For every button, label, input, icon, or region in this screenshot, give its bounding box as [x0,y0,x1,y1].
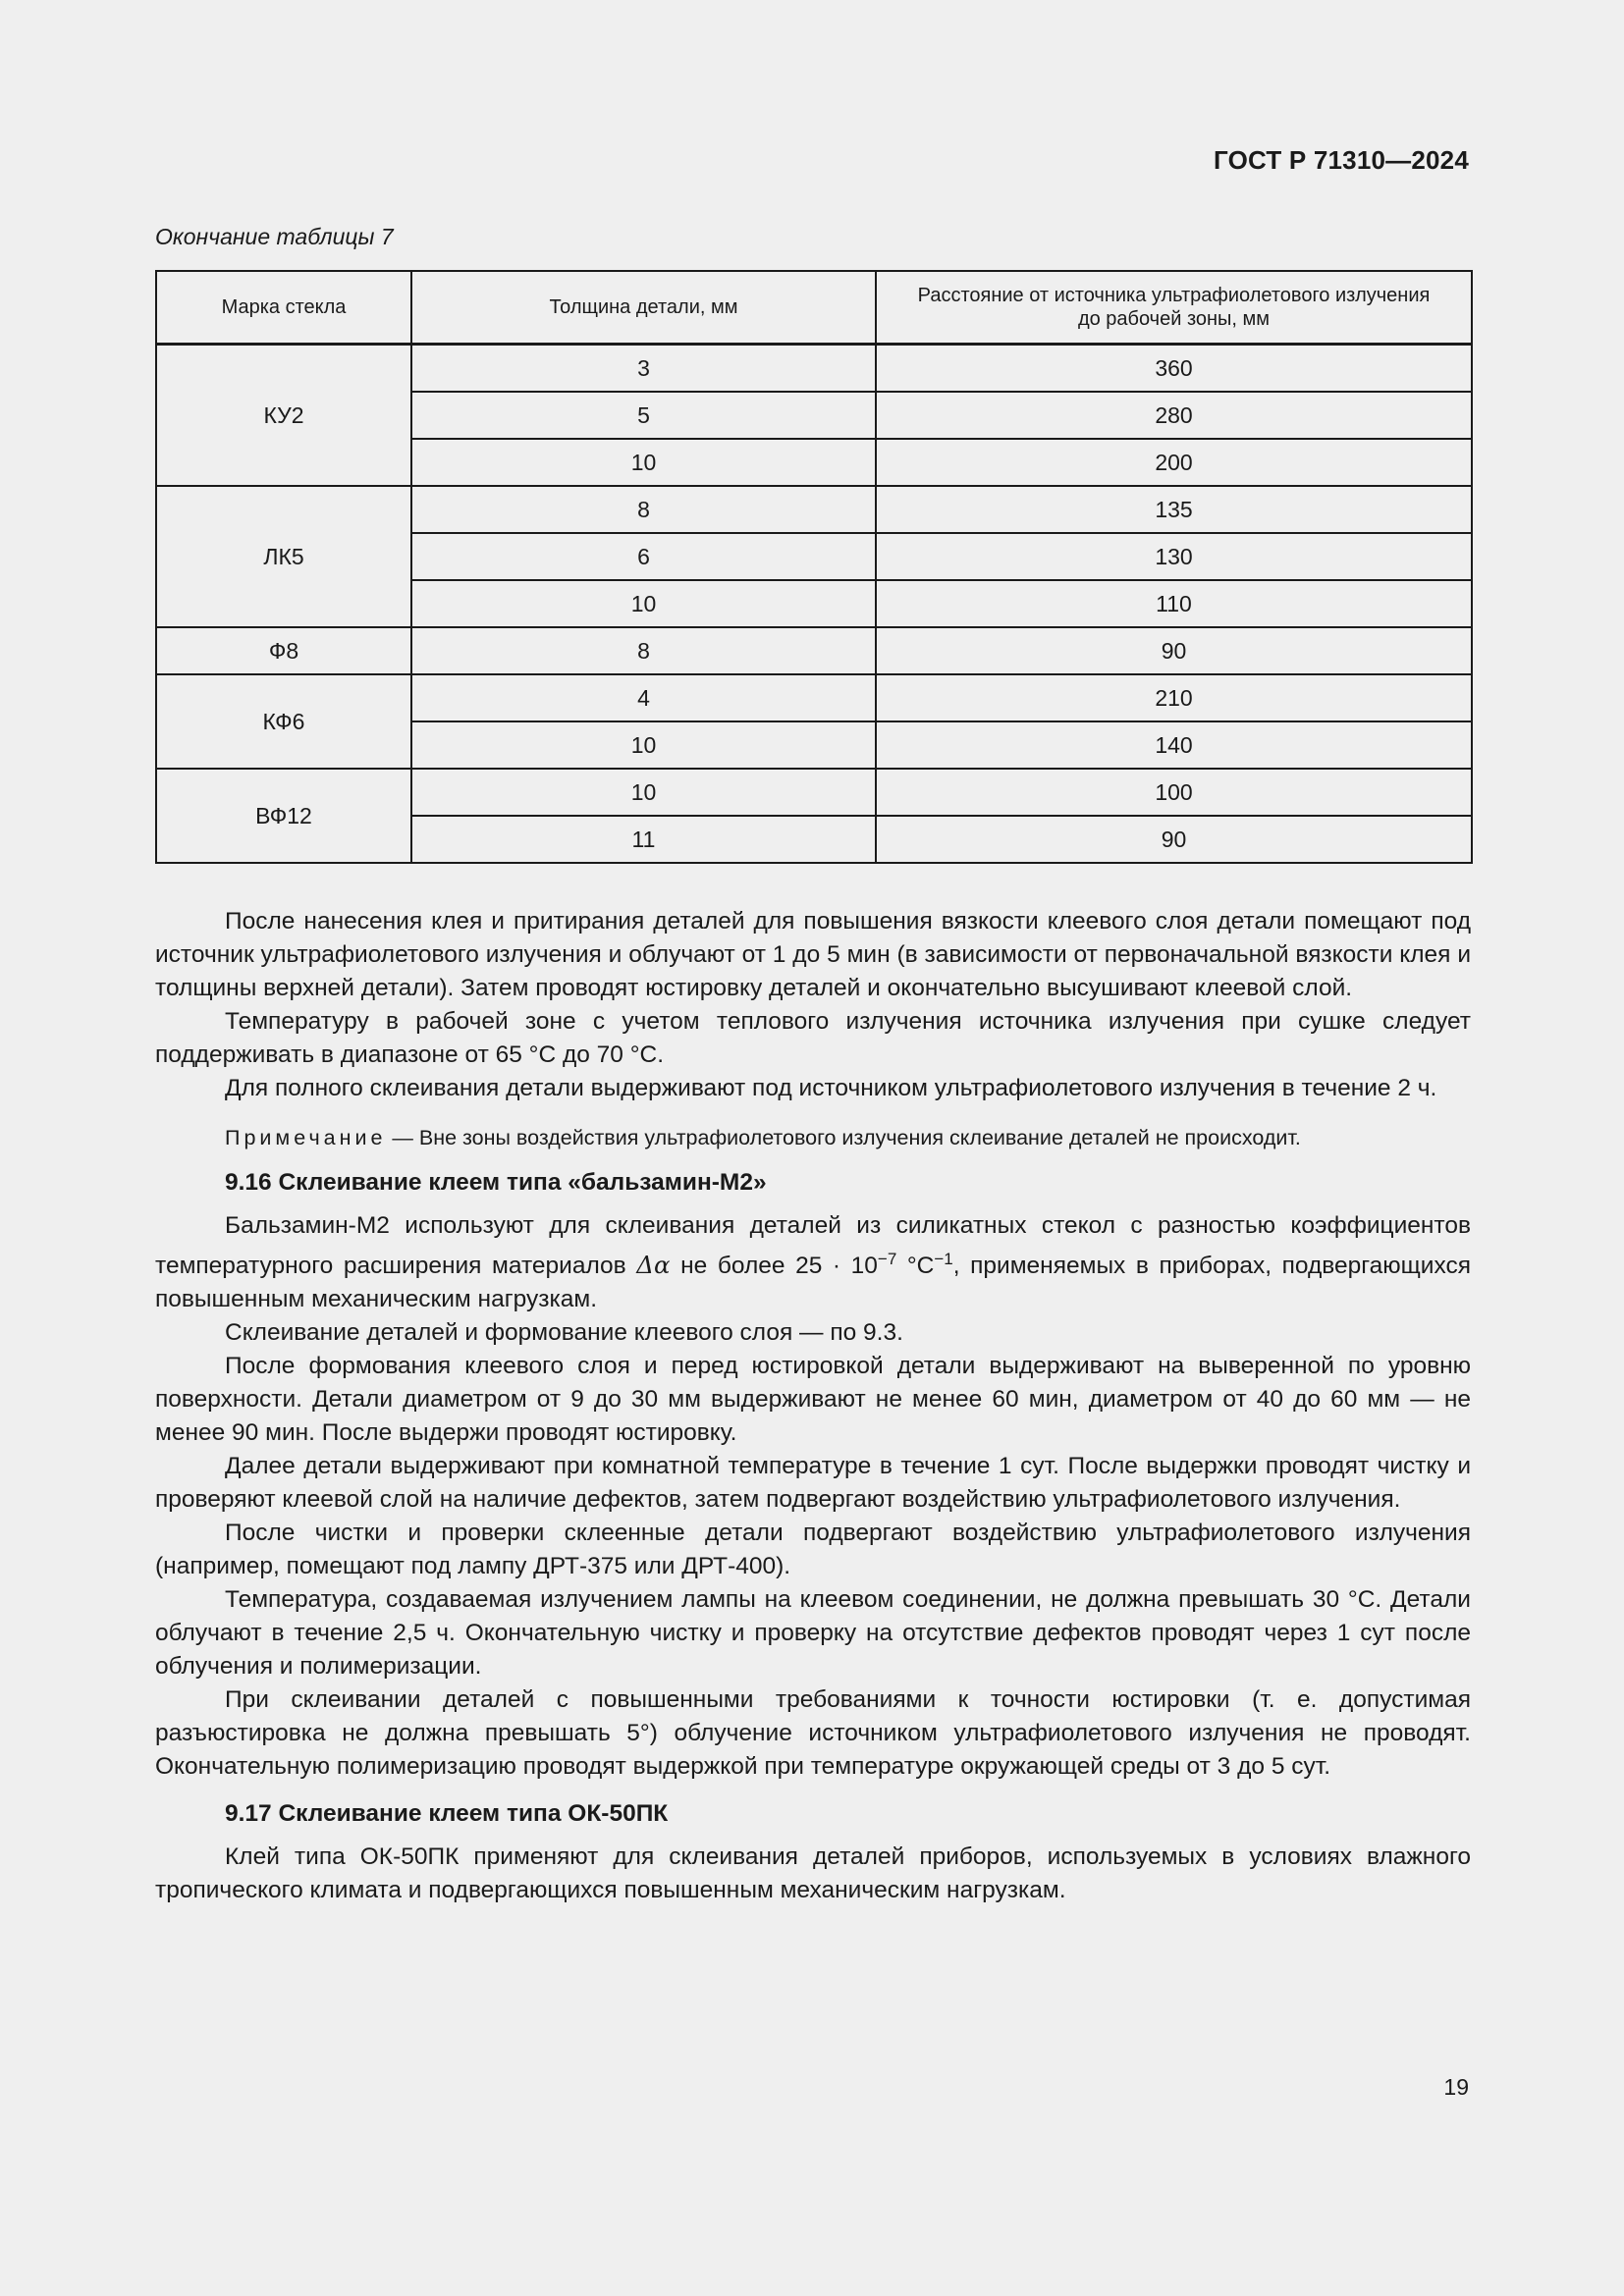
glass-grade-cell: Ф8 [156,627,411,674]
table-header-row [156,271,1472,345]
paragraph: После нанесения клея и притирания деталей для повышения вязкости клеевого слоя детали помещают под источник ультрафиолетового излучения и облучают от 1 до 5 мин (в зависимости от первоначальной вязкости клея и толщины верхней детали). Затем проводят юстировку деталей и окончательно высушивают клеевой слой. [155,908,1471,1001]
delta-alpha-symbol: Δα [636,1251,671,1280]
page-number: 19 [1443,2074,1469,2100]
thickness-cell: 3 [411,345,876,393]
distance-cell: 110 [876,580,1472,627]
document-code: ГОСТ Р 71310—2024 [1214,145,1469,175]
thickness-cell: 10 [411,580,876,627]
header-distance: Расстояние от источника ультрафиолетового излучения до рабочей зоны, мм [876,271,1472,345]
thickness-cell: 8 [411,627,876,674]
distance-cell: 210 [876,674,1472,721]
table-row [156,674,1472,721]
distance-cell: 130 [876,533,1472,580]
thickness-cell: 4 [411,674,876,721]
paragraph: Бальзамин-М2 используют для склеивания деталей из силикатных стекол с разностью коэффициентов температурного расширения материалов Δα не более $25 \cdot 10^{-7}$ $^\circ С^{-1}$, применяемых в приборах, подвергающихся повышенным механическим нагрузкам. [155,1212,1471,1313]
paragraph: Склеивание деталей и формование клеевого слоя — по 9.3. [225,1319,903,1347]
distance-cell: 100 [876,769,1472,816]
note [155,1121,1471,1154]
thickness-cell: 6 [411,533,876,580]
distance-cell: 140 [876,721,1472,769]
table-row [156,486,1472,533]
header-glass-grade: Марка стекла [156,271,411,345]
paragraph: Температура, создаваемая излучением лампы на клеевом соединении, не должна превышать 30 °С. Детали облучают в течение 2,5 ч. Окончательную чистку и проверку на отсутствие дефектов проводят через 1 сут после облучения и полимеризации. [155,1586,1471,1681]
distance-cell: 90 [876,627,1472,674]
table-body [156,345,1472,864]
glass-grade-cell: ЛК5 [156,486,411,627]
paragraph: При склеивании деталей с повышенными требованиями к точности юстировки (т. е. допустимая разъюстировка не должна превышать 5°) облучение источником ультрафиолетового излучения не проводят. Окончательную полимеризацию проводят выдержкой при температуре окружающей среды от 3 до 5 сут. [155,1686,1471,1781]
distance-cell: 360 [876,345,1472,393]
table-row [156,345,1472,393]
paragraph: Температуру в рабочей зоне с учетом теплового излучения источника излучения при сушке следует поддерживать в диапазоне от 65 °С до 70 °С. [155,1008,1471,1068]
paragraph: Для полного склеивания детали выдерживают под источником ультрафиолетового излучения в течение 2 ч. [225,1075,1437,1101]
paragraph: После чистки и проверки склеенные детали подвергают воздействию ультрафиолетового излучения (например, помещают под лампу ДРТ-375 или ДРТ-400). [155,1520,1471,1580]
note-label: Примечание [225,1126,387,1149]
section-heading-9-17: 9.17 Склеивание клеем типа ОК-50ПК [225,1800,669,1828]
distance-cell: 280 [876,392,1472,439]
thickness-cell: 8 [411,486,876,533]
body-text [155,905,1471,1907]
note-text: — Вне зоны воздействия ультрафиолетового излучения склеивание деталей не происходит. [386,1126,1301,1149]
distance-cell: 135 [876,486,1472,533]
thickness-cell: 10 [411,439,876,486]
paragraph: После формования клеевого слоя и перед юстировкой детали выдерживают на выверенной по уровню поверхности. Детали диаметром от 9 до 30 мм выдерживают не менее 60 мин, диаметром от 40 до 60 мм — не менее 90 мин. После выдержи проводят юстировку. [155,1353,1471,1447]
header-thickness: Толщина детали, мм [411,271,876,345]
thickness-cell: 10 [411,769,876,816]
paragraph: Далее детали выдерживают при комнатной температуре в течение 1 сут. После выдержки проводят чистку и проверяют клеевой слой на наличие дефектов, затем подвергают воздействию ультрафиолетового излучения. [155,1453,1471,1514]
glass-grade-cell: ВФ12 [156,769,411,863]
table-caption: Окончание таблицы 7 [155,224,394,249]
distance-cell: 200 [876,439,1472,486]
glass-grade-cell: КУ2 [156,345,411,487]
distance-cell: 90 [876,816,1472,863]
section-heading-9-16: 9.16 Склеивание клеем типа «бальзамин-М2» [225,1169,767,1196]
glass-grade-cell: КФ6 [156,674,411,769]
table-row [156,627,1472,674]
thickness-cell: 10 [411,721,876,769]
table-row [156,769,1472,816]
thickness-cell: 5 [411,392,876,439]
paragraph: Клей типа ОК-50ПК применяют для склеивания деталей приборов, используемых в условиях влажного тропического климата и подвергающихся повышенным механическим нагрузкам. [155,1843,1471,1904]
thickness-cell: 11 [411,816,876,863]
glass-distance-table [155,270,1473,864]
